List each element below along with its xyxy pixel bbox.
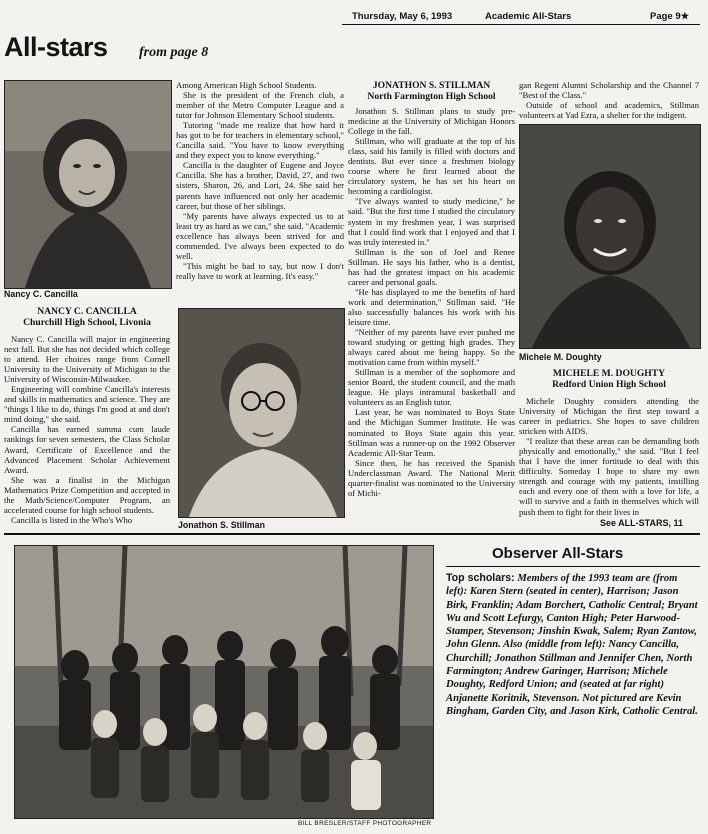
cancilla-name: NANCY C. CANCILLA [37, 306, 137, 317]
caption-lead: Top scholars: [446, 572, 515, 584]
doughty-photo [519, 124, 701, 349]
cancilla-story-cont [176, 80, 344, 281]
issue-date: Thursday, May 6, 1993 [352, 11, 453, 22]
paragraph: Tutoring "made me realize that how hard it has got to be for teachers in elementary school," Cancilla said. "You have to know everything and they expect you to know everything." [176, 120, 344, 161]
stillman-story [348, 106, 515, 498]
paragraph: Stillman is a member of the sophomore and senior Board, the student council, and the math league. He plays intramural basketball and volunteers as an English tutor. [348, 367, 515, 408]
observer-heading: Observer All-Stars [492, 545, 624, 562]
cancilla-school: Churchill High School, Livonia [23, 317, 151, 328]
photo-credit: BILL BRESLER/STAFF PHOTOGRAPHER [298, 820, 432, 827]
stillman-story-cont [519, 80, 699, 120]
paragraph: Outside of school and academics, Stillman volunteers at Yad Ezra, a shelter for the indigent. [519, 100, 699, 121]
continued-line: See ALL-STARS, 11 [600, 518, 684, 528]
stillman-photo [178, 308, 345, 518]
paragraph: "I realize that these areas can be demanding both physically and emotionally," she said. "But I feel that I have the inner fortitude to deal with this difficulty. Someday I hope to share my own strength and courage with my patients, instilling each and every one of them with a love for life, a will to survive and a faith in themselves which will push them to fight for their lives in [519, 436, 699, 517]
section-name: Academic All-Stars [485, 11, 572, 22]
observer-rule [446, 566, 700, 567]
paragraph: She is the president of the French club, a member of the Metro Computer League and a tutor for Johnson Elementary School students. [176, 90, 344, 121]
paragraph: "He has displayed to me the benefits of hard work and determination," Stillman said. "He also successfully balances his work with his leisure time. [348, 286, 515, 327]
doughty-school: Redford Union High School [552, 379, 666, 390]
section-rule [4, 533, 700, 535]
page-number: Page 9★ [650, 11, 690, 22]
paragraph: "My parents have always expected us to at least try as hard as we can," she said. "Academic excellence has always been strived for and commended. I've always been expected to do well. [176, 210, 344, 261]
paragraph: Among American High School Students. [176, 80, 317, 90]
observer-caption [446, 572, 698, 718]
cancilla-photo [4, 80, 172, 289]
doughty-name: MICHELE M. DOUGHTY [552, 368, 666, 379]
paragraph: "Neither of my parents have ever pushed me toward studying or getting high grades. They always cared about me being happy. So the motivation came from within myself." [348, 327, 515, 368]
caption-text: Members of the 1993 team are (from left): Karen Stern (seated in center), Harrison; Jason Birk, Franklin; Adam Borchert, Catholic Central; Bryant Wu and Scott Lefurgy, Canton High; Peter Harwood-Stamper, Stevenson; Jinshin Kwak, Salem; Ryan Zantow, John Glenn. Also (middle from left): Nancy Cancilla, Churchill; Jonathon Stillman and Jennifer Chen, North Farmington; Andrew Garinger, Harrison; Michele Doughty, Redford Union; and (seated at far right) Anjanette Koritnik, Stevenson. Not pictured are Kevin Bingham, Garden City, and Jason Kirk, Catholic Central. [446, 573, 698, 717]
paragraph: Jonathon S. Stillman plans to study pre-medicine at the University of Michigan Honors College in the fall. [348, 106, 515, 137]
paragraph: Last year, he was nominated to Boys State and the Michigan Summer Institute. He was nominated to Boys State again this year. Stillman was a runner-up on the 1992 Observer Academic All-Star Team. [348, 407, 515, 458]
paragraph: Engineering will combine Cancilla's interests and skills in mathematics and science. They are "things I like to do, things I'm good at and don't mind doing," she said. [4, 384, 170, 425]
paragraph: Cancilla is listed in the Who's Who [11, 514, 133, 525]
paragraph: Since then, he has received the Spanish Underclassman Award. The National Merit quarter-finalist was nominated to the University of Michi- [348, 457, 515, 498]
paragraph: Nancy C. Cancilla will major in engineering next fall. But she has not decided which college to attend. Her choices range from Cornell University to the University of Michigan to the University of Wisconsin-Milwaukee. [4, 334, 170, 385]
jump-line: from page 8 [139, 45, 209, 60]
paragraph: "This might be bad to say, but now I don't really have to work at learning. It's easy." [176, 260, 344, 281]
cancilla-story [4, 334, 170, 525]
paragraph: Cancilla has earned summa cum laude rankings for seven semesters, the Class Scholar Award, Certificate of Excellence and the Advanced Placement Scholar Achievement Award. [4, 424, 170, 475]
paragraph: Stillman, who will graduate at the top of his class, said his family is filled with doctors and dentists. But ever since a freshmen biology course where he first learned about the circulatory system, he has set his heart on becoming a cardiologist. [348, 136, 515, 197]
cancilla-caption: Nancy C. Cancilla [4, 289, 78, 299]
team-photo [14, 545, 434, 819]
paragraph: Stillman is the son of Joel and Renee Stillman. He says his father, who is a dentist, has had the greatest impact on his academic career and personal goals. [348, 246, 515, 287]
paragraph: Cancilla is the daughter of Eugene and Joyce Cancilla. She has a brother, David, 27, and two sisters, Sharon, 26, and Lori, 24. She said her parents have influenced not only her academic career, but those of her siblings. [176, 160, 344, 211]
paragraph: Michele Doughty considers attending the University of Michigan the first step toward a career in pediatrics. She hopes to save children stricken with AIDS. [519, 396, 699, 437]
paragraph: She was a finalist in the Michigan Mathematics Prize Competition and accepted in the Math/Science/Computer Program, an accelerated course for high school students. [4, 474, 170, 515]
stillman-name: JONATHON S. STILLMAN [372, 80, 491, 91]
paragraph: "I've always wanted to study medicine," he said. "But the first time I studied the circulatory system in my freshmen year, I was surprised that I could find work that I enjoyed and that I was truly interested in." [348, 196, 515, 247]
doughty-caption: Michele M. Doughty [519, 352, 602, 362]
paragraph: gan Regent Alumni Scholarship and the Channel 7 "Best of the Class." [519, 80, 699, 101]
doughty-story [519, 396, 699, 517]
stillman-school: North Farmington High School [367, 91, 496, 102]
page-title: All-stars [4, 32, 108, 62]
stillman-caption: Jonathon S. Stillman [178, 520, 265, 530]
header-rule [342, 24, 700, 25]
